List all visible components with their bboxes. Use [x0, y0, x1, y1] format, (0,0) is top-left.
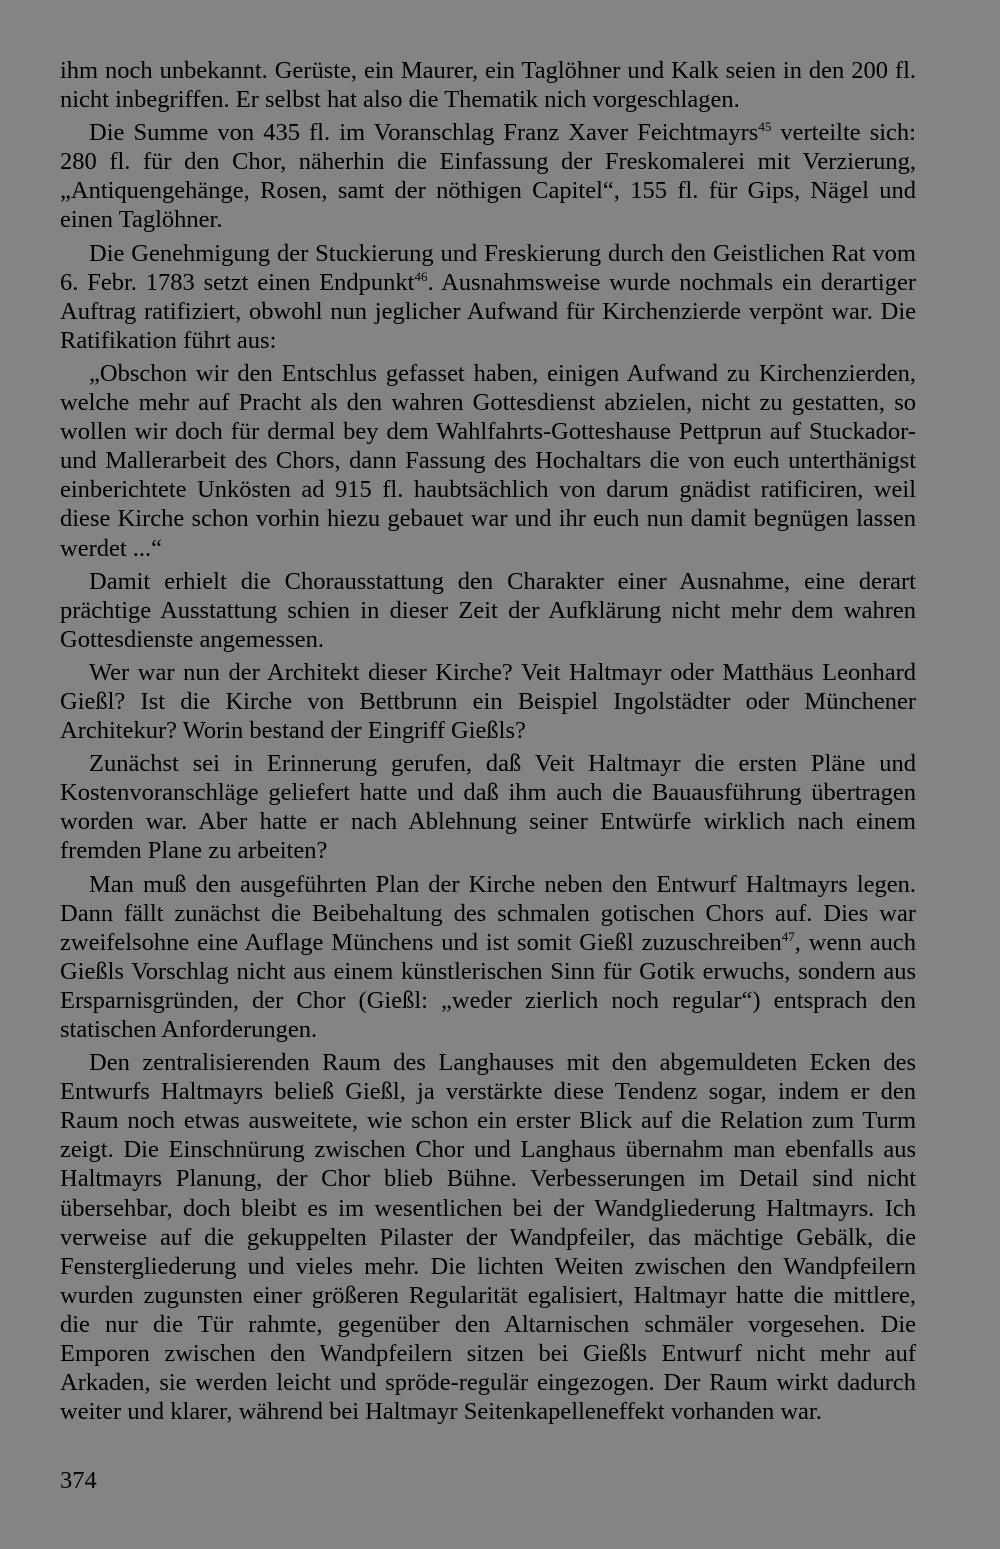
paragraph-exception: Damit erhielt die Chorausstattung den Charakter einer Ausnahme, eine derart prächtige Ausstattung schien in dieser Zeit der Aufklärung nicht mehr dem wahren Gottesdienste angemessen. [60, 567, 916, 653]
paragraph-text: Die Summe von 435 fl. im Voranschlag Franz Xaver Feichtmayrs [89, 119, 759, 147]
footnote-reference[interactable]: 45 [758, 119, 772, 135]
paragraph-text: , wenn auch Gießls Vorschlag nicht aus einem künstlerischen Sinn für Gotik erwuchs, sondern aus Ersparnisgründen, der Chor (Gießl: „weder zierlich noch regular“) entsprach den statischen Anforderungen. [60, 928, 916, 1043]
page-number: 374 [60, 1467, 97, 1494]
paragraph-text: . Ausnahmsweise wurde nochmals ein derartiger Auftrag ratifiziert, obwohl nun jeglicher Aufwand für Kirchenzierde verpönt war. Die Ratifikation führt aus: [60, 268, 916, 354]
paragraph-nave-analysis: Den zentralisierenden Raum des Langhauses mit den abgemuldeten Ecken des Entwurfs Haltmayrs beließ Gießl, ja verstärkte diese Tendenz sogar, indem er den Raum noch etwas ausweitete, wie schon ein erster Blick auf die Relation zum Turm zeigt. Die Einschnürung zwischen Chor und Langhaus übernahm man ebenfalls aus Haltmayrs Planung, der Chor blieb Bühne. Verbesserungen im Detail sind nicht übersehbar, doch bleibt es im wesentlichen bei der Wandgliederung Haltmayrs. Ich verweise auf die gekuppelten Pilaster der Wandpfeiler, das mächtige Gebälk, die Fenstergliederung und vieles mehr. Die lichten Weiten zwischen den Wandpfeilern wurden zugunsten einer größeren Regularität egalisiert, Haltmayr hatte die mittlere, die nur die Tür rahmte, gegenüber den Altarnischen schmäler vorgesehen. Die Emporen zwischen den Wandpfeilern sitzen bei Gießls Entwurf nicht mehr auf Arkaden, sie werden leicht und spröde-regulär eingezogen. Der Raum wirkt dadurch weiter und klarer, während bei Haltmayr Seitenkapelleneffekt vorhanden war. [60, 1049, 916, 1426]
paragraph-architect-question: Wer war nun der Architekt dieser Kirche? Veit Haltmayr oder Matthäus Leonhard Gießl? Ist die Kirche von Bettbrunn ein Beispiel Ingolstädter oder Münchener Architekur? Worin bestand der Eingriff Gießls? [60, 658, 916, 745]
paragraph-text: Man muß den ausgeführten Plan der Kirche neben den Entwurf Haltmayrs legen. Dann fällt zunächst die Beibehaltung des schmalen gotischen Chors auf. Dies war zweifelsohne eine Auflage Münchens und ist somit Gießl zuzuschreiben [60, 870, 916, 956]
paragraph-text: verteilte sich: 280 fl. für den Chor, näherhin die Einfassung der Freskomalerei mit Verzierung, „Antiquengehänge, Rosen, samt der nöthigen Capitel“, 155 fl. für Gips, Nägel und einen Taglöhner. [60, 119, 916, 234]
page-body [60, 56, 916, 1426]
paragraph-text: Die Genehmigung der Stuckierung und Freskierung durch den Geistlichen Rat vom 6. Febr. 1783 setzt einen Endpunkt [60, 239, 916, 296]
footnote-reference[interactable]: 46 [414, 268, 428, 284]
paragraph-continuation: ihm noch unbekannt. Gerüste, ein Maurer, ein Taglöhner und Kalk seien in den 200 fl. nicht inbegriffen. Er selbst hat also die Thematik nich vorgeschlagen. [60, 57, 916, 114]
paragraph-approval [60, 239, 916, 355]
paragraph-haltmayr-plans: Zunächst sei in Erinnerung gerufen, daß Veit Haltmayr die ersten Pläne und Kostenvoranschläge geliefert hatte und daß ihm auch die Bauausführung übertragen worden war. Aber hatte er nach Ablehnung seiner Entwürfe wirklich nach einem fremden Plane zu arbeiten? [60, 750, 916, 865]
paragraph-feichtmayr-estimate [60, 118, 916, 234]
paragraph-quotation: „Obschon wir den Entschlus gefasset haben, einigen Aufwand zu Kirchenzierden, welche mehr auf Pracht als den wahren Gottesdienst abzielen, nicht zu gestatten, so wollen wir doch für dermal bey dem Wahlfahrts-Gotteshause Pettprun auf Stuckador- und Mallerarbeit des Chors, dann Fassung des Hochaltars die von euch unterthänigst einberichtete Unkösten ad 915 fl. haubtsächlich von darum gnädist ratificiren, weil diese Kirche schon vorhin hiezu gebauet war und ihr euch nun damit begnügen lassen werdet ...“ [60, 359, 916, 562]
footnote-reference[interactable]: 47 [781, 928, 795, 944]
paragraph-plan-comparison [60, 870, 916, 1045]
